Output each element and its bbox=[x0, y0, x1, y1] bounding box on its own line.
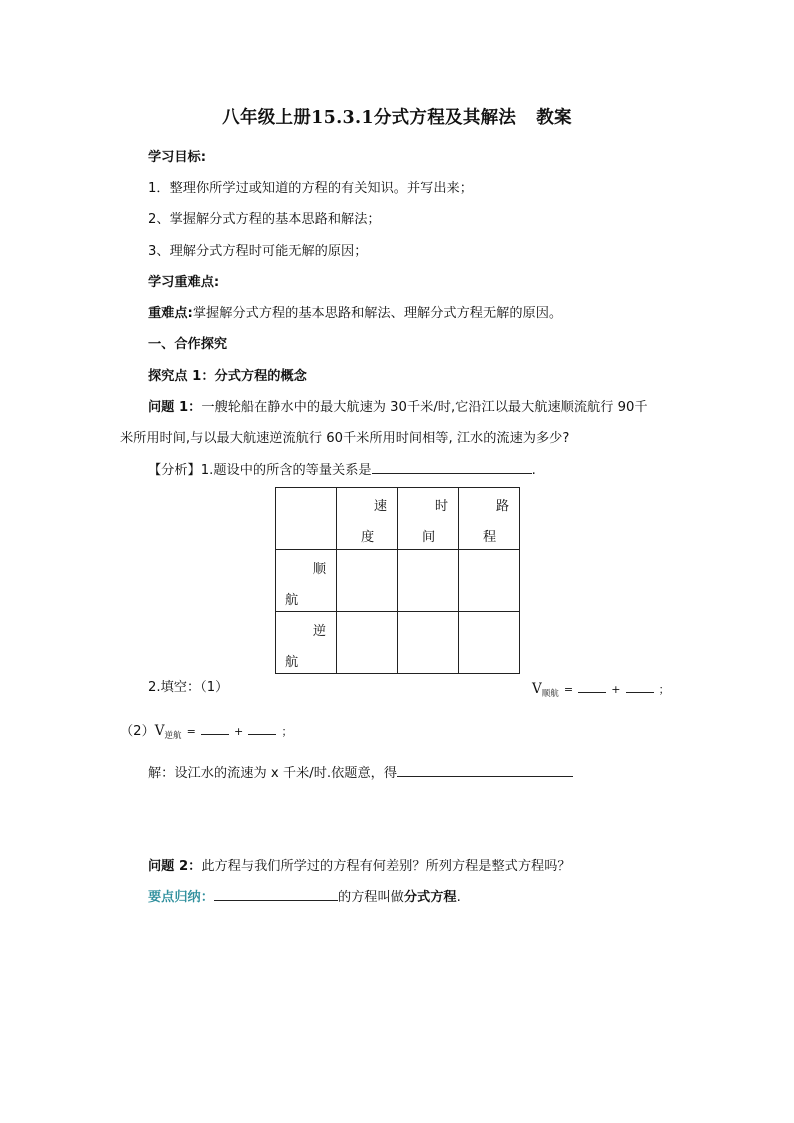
analysis-text: 【分析】1.题设中的所含的等量关系是 bbox=[148, 463, 372, 478]
analysis-end: . bbox=[531, 463, 536, 478]
formula-downstream: $V_{顺航}$ = + ； bbox=[532, 681, 670, 699]
keypoint-text: 掌握解分式方程的基本思路和解法、理解分式方程无解的原因。 bbox=[192, 306, 563, 321]
question-2-label: 问题 2： bbox=[148, 859, 202, 874]
question-1-label: 问题 1： bbox=[148, 400, 202, 415]
formula-blank[interactable] bbox=[201, 722, 229, 735]
summary-term: 分式方程 bbox=[403, 890, 457, 905]
table-header-distance: 路 程 bbox=[459, 488, 520, 550]
table-row-downstream bbox=[276, 550, 520, 612]
question-1-line-1 bbox=[148, 396, 648, 415]
table-header-time: 时 间 bbox=[398, 488, 459, 550]
formula-blank[interactable] bbox=[626, 680, 654, 693]
solution-blank[interactable] bbox=[397, 764, 573, 777]
goal-1: 1．整理你所学过或知道的方程的有关知识。并写出来； bbox=[148, 181, 473, 196]
table-cell[interactable] bbox=[337, 612, 398, 674]
table-corner-cell bbox=[276, 488, 337, 550]
keypoint-label: 重难点: bbox=[148, 306, 193, 321]
summary-mid: 的方程叫做 bbox=[337, 890, 404, 905]
goal-2: 2、掌握解分式方程的基本思路和解法； bbox=[148, 212, 381, 227]
section-heading: 一、合作探究 bbox=[148, 337, 228, 352]
formula-blank[interactable] bbox=[578, 680, 606, 693]
question-2-text: 此方程与我们所学过的方程有何差别？所列方程是整式方程吗？ bbox=[201, 859, 571, 874]
fill-in-label: 2.填空：（1） bbox=[148, 680, 229, 695]
table-row-upstream bbox=[276, 612, 520, 674]
table-cell[interactable] bbox=[398, 612, 459, 674]
title-main: 八年级上册15.3.1分式方程及其解法 bbox=[222, 108, 517, 128]
keypoints-heading: 学习重难点: bbox=[148, 275, 220, 290]
goal-3: 3、理解分式方程时可能无解的原因； bbox=[148, 244, 368, 259]
goals-heading: 学习目标: bbox=[148, 150, 207, 165]
summary-line bbox=[148, 886, 461, 905]
formula-upstream: $(2)V_{逆航}$ = + ； bbox=[120, 723, 293, 741]
table-row-label-upstream: 逆 航 bbox=[276, 612, 337, 674]
analysis-blank[interactable] bbox=[372, 461, 532, 474]
table-row-label-downstream: 顺 航 bbox=[276, 550, 337, 612]
question-1-text: 一艘轮船在静水中的最大航速为 30千米/时,它沿江以最大航速顺流航行 90千 bbox=[201, 400, 648, 415]
summary-blank[interactable] bbox=[214, 888, 338, 901]
table-cell[interactable] bbox=[337, 550, 398, 612]
velocity-table bbox=[275, 487, 520, 674]
summary-label: 要点归纳： bbox=[148, 890, 214, 905]
title-tail: 教案 bbox=[536, 108, 572, 128]
inquiry-point-1: 探究点 1：分式方程的概念 bbox=[148, 369, 307, 384]
solution-text: 解：设江水的流速为 x 千米/时.依题意，得 bbox=[148, 766, 398, 781]
analysis-line bbox=[148, 459, 536, 478]
table-cell[interactable] bbox=[459, 550, 520, 612]
table-header-speed: 速 度 bbox=[337, 488, 398, 550]
keypoint-line bbox=[148, 302, 562, 321]
question-1-line-2: 米所用时间,与以最大航速逆流航行 60千米所用时间相等, 江水的流速为多少? bbox=[120, 431, 570, 446]
summary-end: . bbox=[456, 890, 461, 905]
solution-line bbox=[148, 762, 573, 781]
question-2-line bbox=[148, 855, 571, 874]
table-header-row bbox=[276, 488, 520, 550]
formula-blank[interactable] bbox=[248, 722, 276, 735]
table-cell[interactable] bbox=[459, 612, 520, 674]
page-title bbox=[0, 104, 794, 129]
table-cell[interactable] bbox=[398, 550, 459, 612]
